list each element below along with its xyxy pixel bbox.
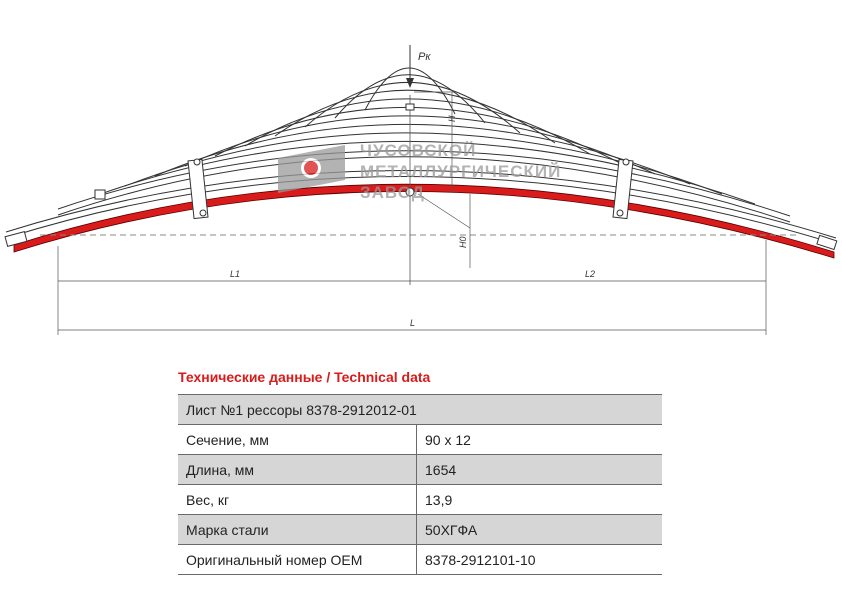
param-label: Марка стали <box>178 515 417 545</box>
param-label: Сечение, мм <box>178 425 417 455</box>
table-row <box>178 455 662 485</box>
param-value: 8378-2912101-10 <box>417 545 663 575</box>
table-header: Лист №1 рессоры 8378-2912012-01 <box>178 395 662 425</box>
param-value: 13,9 <box>417 485 663 515</box>
table-row <box>178 425 662 455</box>
h0-label: H0 <box>458 236 468 248</box>
technical-data-title: Технические данные / Technical data <box>178 369 431 385</box>
table-row <box>178 515 662 545</box>
small-clip <box>95 190 105 199</box>
param-value: 50ХГФА <box>417 515 663 545</box>
l1-label: L1 <box>230 269 241 279</box>
load-label: Pк <box>418 51 431 63</box>
l-label: L <box>410 318 416 328</box>
param-label: Оригинальный номер OEM <box>178 545 417 575</box>
l2-label: L2 <box>585 269 596 279</box>
watermark-line-2: МЕТАЛЛУРГИЧЕСКИЙ <box>360 162 562 181</box>
param-label: Длина, мм <box>178 455 417 485</box>
center-bolt-head <box>406 104 414 110</box>
h-label: H <box>447 115 457 122</box>
table-header-row <box>178 395 662 425</box>
param-value: 90 x 12 <box>417 425 663 455</box>
h0-dim-slant <box>418 194 470 228</box>
table-row <box>178 545 662 575</box>
watermark-line-1: ЧУСОВСКОЙ <box>360 141 477 160</box>
param-value: 1654 <box>417 455 663 485</box>
table-row <box>178 485 662 515</box>
param-label: Вес, кг <box>178 485 417 515</box>
watermark-line-3: ЗАВОД <box>360 183 425 202</box>
technical-data-table <box>178 394 662 575</box>
